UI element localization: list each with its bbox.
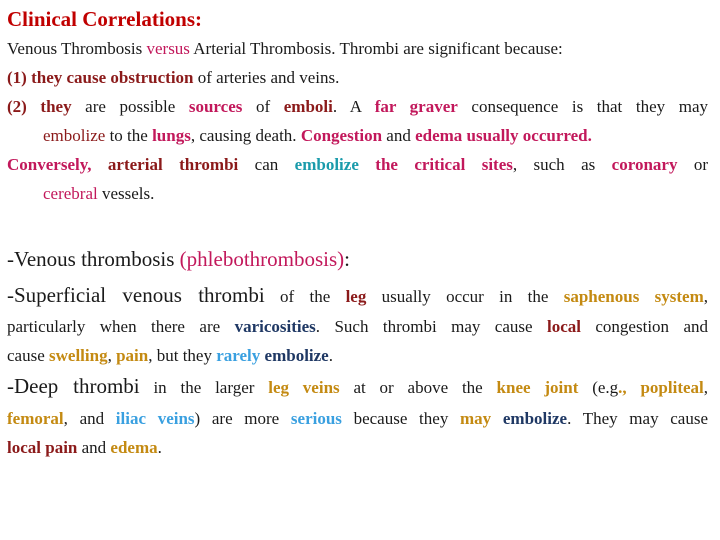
superficial-thrombi-text: -Superficial venous thrombi xyxy=(7,283,265,307)
text: particularly when there are xyxy=(7,317,235,336)
text: and xyxy=(77,438,111,457)
slide-title: Clinical Correlations: xyxy=(7,7,203,31)
para1-line4 xyxy=(43,127,708,144)
text: , xyxy=(107,346,117,365)
heading-colon: : xyxy=(344,247,350,271)
varicosities-text: varicosities xyxy=(234,317,316,336)
text: congestion and xyxy=(580,317,708,336)
edema-text: edema xyxy=(110,438,158,457)
embolize-text: embolize xyxy=(43,126,106,145)
versus-text: versus xyxy=(146,39,190,58)
embolize-text: embolize xyxy=(502,409,568,428)
text: . xyxy=(328,346,333,365)
text: of the xyxy=(264,287,346,306)
local-text: local xyxy=(546,317,581,336)
para1-line3 xyxy=(7,98,708,115)
leg-text: leg xyxy=(345,287,367,306)
far-graver-text: far graver xyxy=(374,97,458,116)
point-1-text: (1) they cause obstruction xyxy=(7,68,194,87)
knee-joint-text: knee joint xyxy=(496,378,579,397)
text: ) are more xyxy=(194,409,291,428)
lungs-text: lungs xyxy=(152,126,191,145)
phlebothrombosis-text: (phlebothrombosis) xyxy=(179,247,345,271)
text: in the larger xyxy=(139,378,269,397)
text: , such as xyxy=(512,155,612,174)
leg-veins-text: leg veins xyxy=(268,378,340,397)
text: vessels. xyxy=(97,184,155,203)
text: and xyxy=(382,126,416,145)
text: of xyxy=(242,97,284,116)
text: . A xyxy=(332,97,375,116)
text: are possible xyxy=(71,97,189,116)
swelling-text: swelling xyxy=(49,346,108,365)
cerebral-text: cerebral xyxy=(43,184,98,203)
sources-text: sources xyxy=(188,97,243,116)
emboli-text: emboli xyxy=(283,97,333,116)
para2-line1 xyxy=(7,285,708,306)
para2-line3 xyxy=(7,347,708,364)
text: . xyxy=(157,438,162,457)
text: at or above the xyxy=(339,378,497,397)
text: to the xyxy=(105,126,153,145)
text xyxy=(359,155,375,174)
text: , xyxy=(703,378,709,397)
text: cause xyxy=(7,346,50,365)
edema-text: edema usually occurred. xyxy=(415,126,592,145)
arterial-thrombi-text: arterial thrombi xyxy=(91,155,239,174)
text: , and xyxy=(63,409,116,428)
congestion-text: Congestion xyxy=(300,126,383,145)
para1-line6 xyxy=(43,185,708,202)
section-heading xyxy=(7,249,708,270)
critical-sites-text: the critical sites xyxy=(375,155,513,174)
para3-line3 xyxy=(7,439,708,456)
serious-text: serious xyxy=(290,409,342,428)
text: usually occur in the xyxy=(366,287,564,306)
text: Venous Thrombosis xyxy=(7,39,147,58)
text: , but they xyxy=(148,346,217,365)
local-pain-text: local pain xyxy=(7,438,78,457)
text: because they xyxy=(341,409,461,428)
para1-line1 xyxy=(7,40,708,57)
text: , causing death. xyxy=(190,126,301,145)
deep-thrombi-text: -Deep thrombi xyxy=(7,374,140,398)
text xyxy=(491,409,503,428)
text: Arterial Thrombosis. Thrombi are significant because: xyxy=(189,39,563,58)
popliteal-text: ., popliteal xyxy=(618,378,704,397)
text: . They may cause xyxy=(567,409,709,428)
iliac-veins-text: iliac veins xyxy=(115,409,195,428)
embolize-text: embolize xyxy=(294,155,359,174)
rarely-text: rarely xyxy=(216,346,261,365)
text: can xyxy=(238,155,295,174)
para2-line2 xyxy=(7,318,708,335)
point-2-label: (2) xyxy=(7,97,41,116)
text: , xyxy=(703,287,708,306)
para1-line2 xyxy=(7,69,708,86)
text: . Such thrombi may cause xyxy=(315,317,547,336)
text: of arteries and veins. xyxy=(193,68,340,87)
conversely-text: Conversely, xyxy=(7,155,92,174)
coronary-text: coronary xyxy=(611,155,678,174)
para3-line2 xyxy=(7,410,708,427)
para3-line1 xyxy=(7,376,708,397)
femoral-text: femoral xyxy=(7,409,64,428)
text: or xyxy=(677,155,709,174)
text: consequence is that they may xyxy=(457,97,709,116)
text: (e.g xyxy=(578,378,619,397)
pain-text: pain xyxy=(116,346,149,365)
embolize-text: embolize xyxy=(264,346,329,365)
para1-line5 xyxy=(7,156,708,173)
saphenous-system-text: saphenous system xyxy=(563,287,704,306)
heading-text: -Venous thrombosis xyxy=(7,247,180,271)
they-text: they xyxy=(40,97,72,116)
may-text: may xyxy=(460,409,492,428)
